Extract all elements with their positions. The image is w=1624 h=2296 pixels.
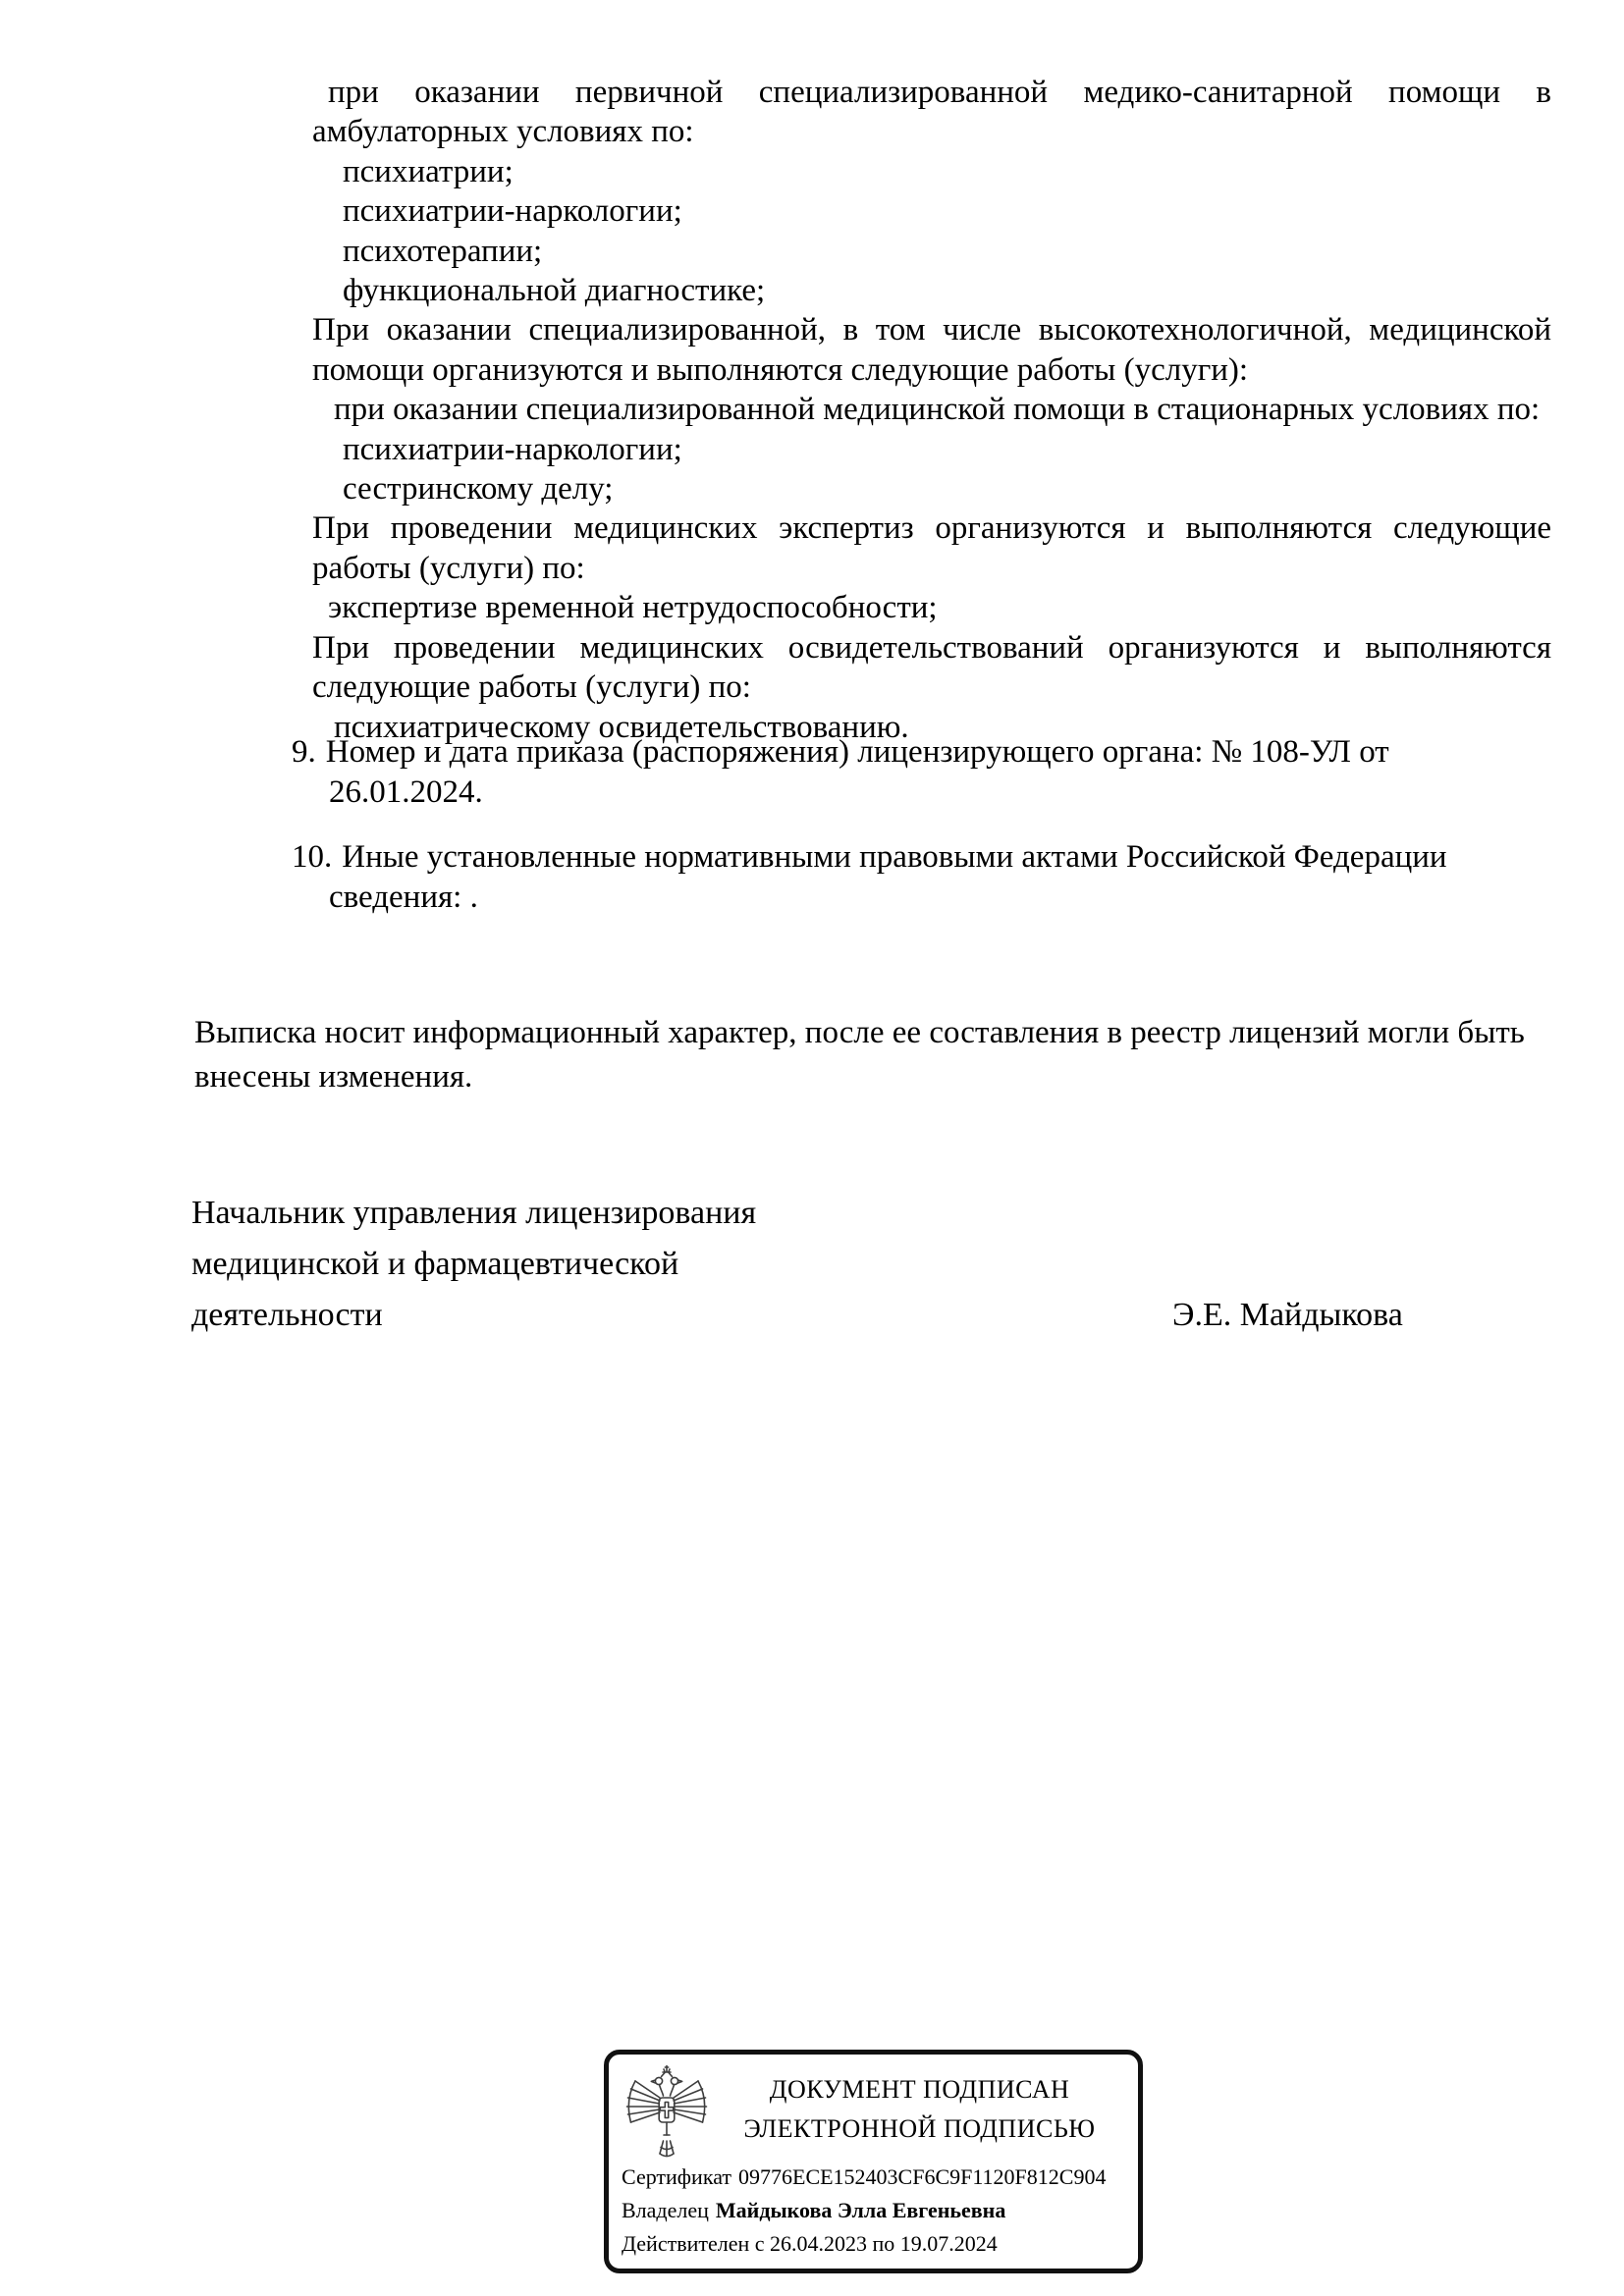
validity-line: Действителен с 26.04.2023 по 19.07.2024 [622, 2231, 998, 2256]
note-line-1: Выписка носит информационный характер, после ее составления в реестр лицензий могли быть [194, 1015, 1525, 1050]
stamp-title [709, 2070, 1130, 2149]
body-line: психиатрии; [343, 153, 514, 189]
esignature-stamp [604, 2050, 1143, 2273]
item-10 [292, 837, 1568, 918]
item-10-number: 10. [292, 839, 333, 875]
informational-note [194, 1011, 1589, 1099]
owner-value: Майдыкова Элла Евгеньевна [715, 2198, 1006, 2222]
licensed-works-section [312, 73, 1551, 747]
body-line: помощи организуются и выполняются следующие работы (услуги): [312, 351, 1249, 388]
signer-name: Э.Е. Майдыкова [1172, 1297, 1403, 1333]
body-line: психотерапии; [343, 233, 543, 269]
stamp-title-line-1: ДОКУМЕНТ ПОДПИСАН [769, 2075, 1070, 2104]
body-line: при оказании специализированной медицинской помощи в стационарных условиях по: [334, 392, 1541, 428]
owner-label: Владелец [622, 2198, 709, 2222]
item-10-line-1 [292, 837, 1568, 878]
body-line: работы (услуги) по: [312, 550, 585, 586]
body-line: при оказании первичной специализированной медико-санитарной помощи в [328, 75, 1551, 110]
item-9-number: 9. [292, 734, 316, 770]
item-9-text: Номер и дата приказа (распоряжения) лицензирующего органа: № 108-УЛ от [325, 734, 1389, 770]
signer-position-line: Начальник управления лицензирования [191, 1195, 757, 1231]
stamp-title-line-2: ЭЛЕКТРОННОЙ ПОДПИСЬЮ [743, 2114, 1096, 2143]
item-10-text: Иные установленные нормативными правовыми актами Российской Федерации [342, 839, 1447, 875]
signature-block [191, 1188, 1497, 1341]
certificate-value: 09776ECE152403CF6C9F1120F812C904 [738, 2164, 1107, 2189]
body-line: амбулаторных условиях по: [312, 114, 694, 150]
body-line: функциональной диагностике; [343, 273, 766, 309]
signer-position-line: деятельности [191, 1297, 383, 1333]
body-line: следующие работы (услуги) по: [312, 669, 751, 706]
signer-position-line: медицинской и фармацевтической [191, 1246, 679, 1282]
note-line-2: внесены изменения. [194, 1059, 473, 1095]
item-10-line-2: сведения: . [329, 880, 478, 915]
owner-line [622, 2194, 1132, 2227]
certificate-label: Сертификат [622, 2164, 731, 2189]
body-line: психиатрии-наркологии; [343, 431, 682, 467]
body-line: При оказании специализированной, в том числе высокотехнологичной, медицинской [312, 312, 1551, 348]
certificate-line [622, 2161, 1132, 2194]
body-line: При проведении медицинских экспертиз организуются и выполняются следующие [312, 510, 1551, 547]
stamp-info [622, 2161, 1132, 2261]
body-line: сестринскому делу; [343, 471, 614, 507]
body-line: экспертизе временной нетрудоспособности; [328, 590, 938, 626]
roszdravnadzor-eagle-emblem-icon [623, 2062, 711, 2164]
body-line: психиатрии-наркологии; [343, 193, 682, 230]
item-9 [292, 732, 1568, 813]
item-9-line-1 [292, 732, 1568, 773]
item-9-line-2: 26.01.2024. [329, 774, 483, 810]
body-line: психиатрическому освидетельствованию. [334, 709, 909, 745]
body-line: При проведении медицинских освидетельствований организуются и выполняются [312, 629, 1551, 666]
